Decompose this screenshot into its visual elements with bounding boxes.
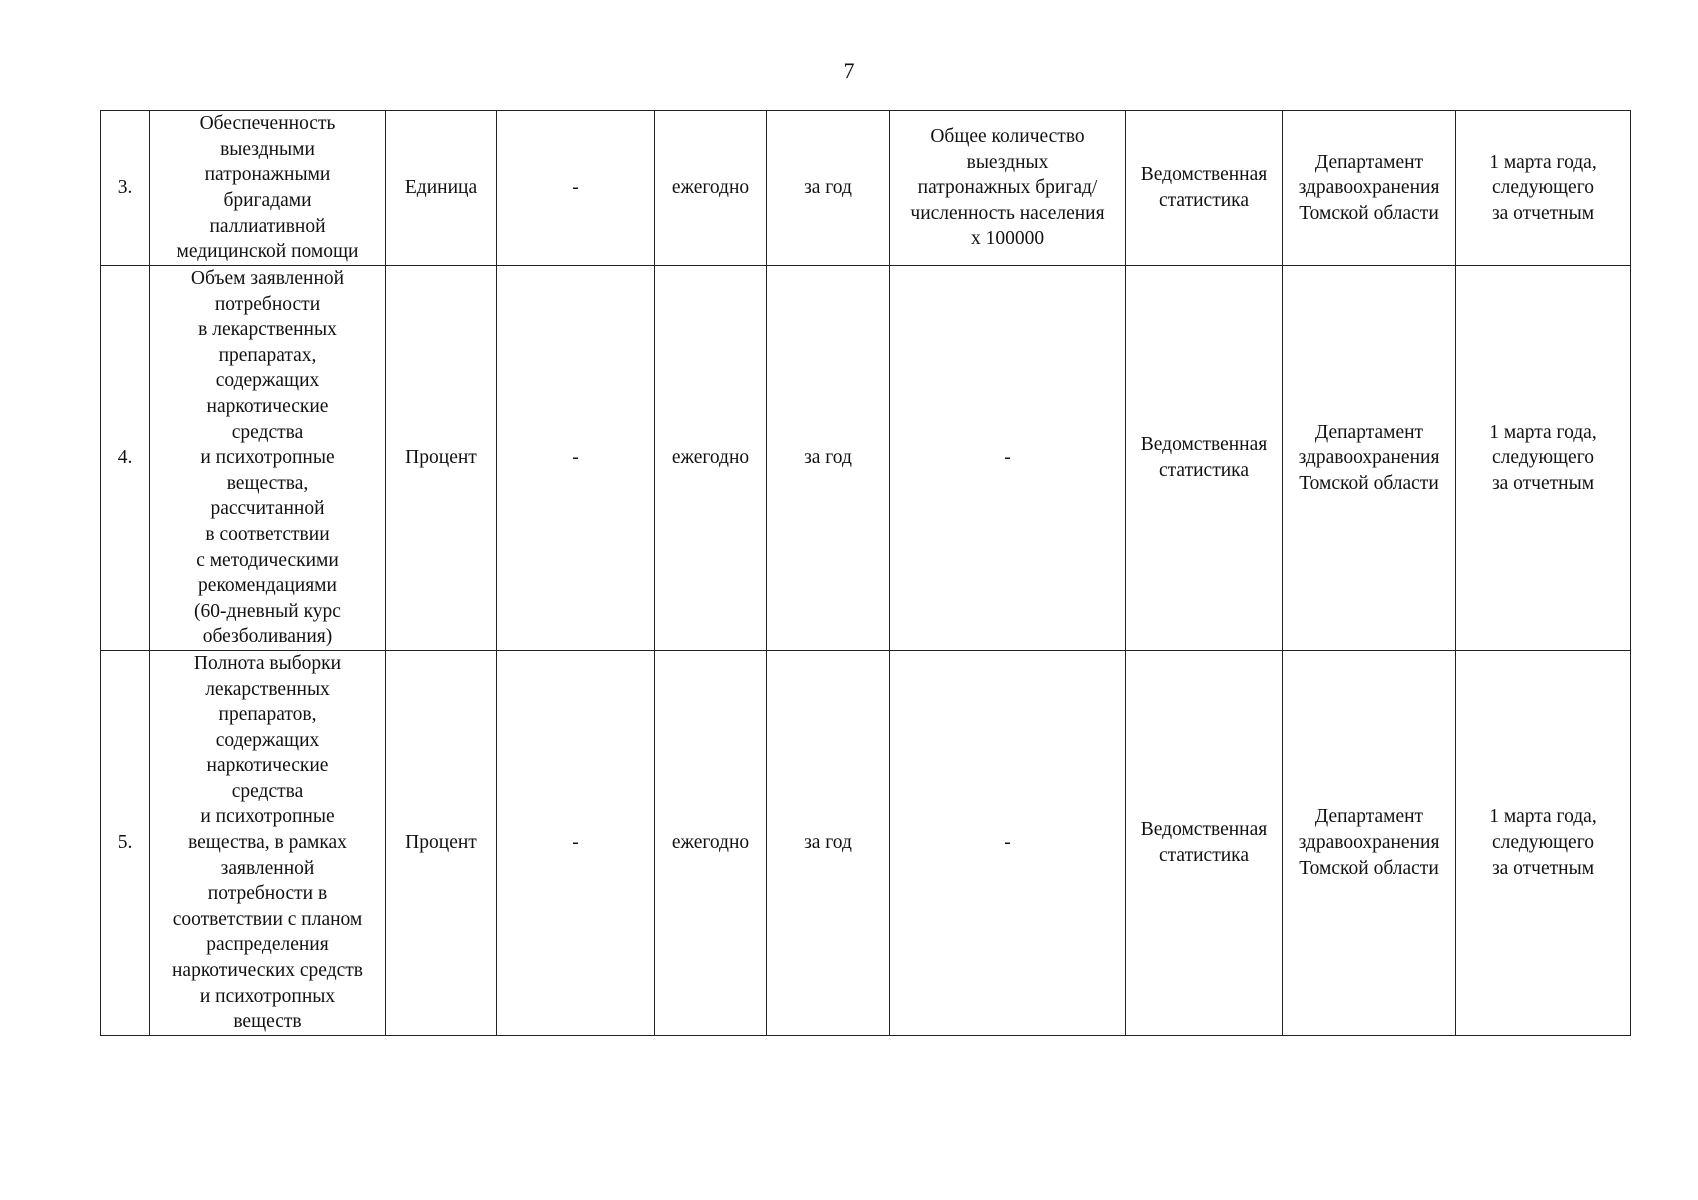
indicator-name-line: Обеспеченность xyxy=(199,113,336,135)
indicator-name-line: с методическими xyxy=(196,549,339,571)
row-number: 5. xyxy=(101,650,150,1035)
table-row xyxy=(101,111,1631,266)
indicator-name xyxy=(150,266,386,651)
indicator-name-line: наркотические xyxy=(206,395,329,417)
source-line: статистика xyxy=(1159,844,1249,866)
deadline-cell xyxy=(1456,650,1631,1035)
source-cell xyxy=(1126,266,1283,651)
page-number: 7 xyxy=(843,58,855,83)
indicator-name-line: вещества, в рамках xyxy=(188,832,347,854)
source-line: Ведомственная xyxy=(1140,434,1268,456)
indicator-name xyxy=(150,650,386,1035)
source-line: Ведомственная xyxy=(1140,164,1268,186)
frequency-cell: ежегодно xyxy=(655,266,767,651)
formula-line: численность населения xyxy=(910,202,1105,224)
indicator-name-line: Полнота выборки xyxy=(193,652,342,674)
deadline-line: 1 марта года, xyxy=(1489,151,1597,173)
responsible-line: Департамент xyxy=(1314,151,1424,173)
responsible-line: Томской области xyxy=(1299,857,1439,879)
indicator-name-line: потребности в xyxy=(207,883,328,905)
unit-cell: Процент xyxy=(386,650,497,1035)
indicator-name-line: в лекарственных xyxy=(198,319,337,341)
deadline-line: 1 марта года, xyxy=(1489,806,1597,828)
indicator-name-line: содержащих xyxy=(215,729,320,751)
responsible-line: здравоохранения xyxy=(1298,447,1440,469)
period-cell: за год xyxy=(767,111,890,266)
indicator-name-line: вещества, xyxy=(226,472,309,494)
responsible-line: здравоохранения xyxy=(1298,832,1440,854)
formula-line: выездных xyxy=(966,151,1049,173)
indicator-name-line: средства xyxy=(231,421,304,443)
indicator-name-line: препаратов, xyxy=(218,704,317,726)
formula-line: - xyxy=(1004,832,1011,854)
deadline-line: за отчетным xyxy=(1491,857,1595,879)
deadline-line: следующего xyxy=(1492,447,1594,469)
responsible-line: Томской области xyxy=(1299,202,1439,224)
indicator-name-line: веществ xyxy=(233,1011,302,1033)
indicator-name-line: в соответствии xyxy=(205,523,330,545)
indicator-name-line: потребности xyxy=(214,293,321,315)
table-row xyxy=(101,650,1631,1035)
period-cell: за год xyxy=(767,266,890,651)
formula-cell xyxy=(890,650,1126,1035)
indicator-name-line: Объем заявленной xyxy=(190,268,345,289)
formula-cell xyxy=(890,266,1126,651)
indicator-name-line: и психотропные xyxy=(200,806,335,828)
responsible-cell xyxy=(1283,650,1456,1035)
dash-cell: - xyxy=(497,111,655,266)
indicator-name-line: паллиативной xyxy=(209,215,326,237)
deadline-line: следующего xyxy=(1492,832,1594,854)
unit-cell: Процент xyxy=(386,266,497,651)
frequency-cell: ежегодно xyxy=(655,650,767,1035)
indicator-name-line: заявленной xyxy=(220,857,315,879)
period-cell: за год xyxy=(767,650,890,1035)
deadline-line: следующего xyxy=(1492,177,1594,199)
indicator-name-line: наркотических средств xyxy=(171,960,364,982)
source-line: Ведомственная xyxy=(1140,819,1268,841)
deadline-line: 1 марта года, xyxy=(1489,421,1597,443)
deadline-line: за отчетным xyxy=(1491,472,1595,494)
indicator-name-line: медицинской помощи xyxy=(176,241,359,263)
indicator-name-line: и психотропные xyxy=(200,447,335,469)
source-line: статистика xyxy=(1159,190,1249,211)
table-row xyxy=(101,266,1631,651)
indicator-name-line: обезболивания) xyxy=(202,626,333,648)
deadline-cell xyxy=(1456,266,1631,651)
responsible-line: здравоохранения xyxy=(1298,177,1440,199)
indicator-name-line: выездными xyxy=(220,138,315,160)
indicator-name-line: содержащих xyxy=(215,370,320,392)
indicator-name-line: рекомендациями xyxy=(198,575,337,597)
responsible-cell xyxy=(1283,111,1456,266)
deadline-line: за отчетным xyxy=(1491,202,1595,224)
source-line: статистика xyxy=(1159,459,1249,481)
formula-cell xyxy=(890,111,1126,266)
responsible-line: Департамент xyxy=(1314,806,1424,828)
row-number: 3. xyxy=(101,111,150,266)
indicator-name-line: патронажными xyxy=(204,164,331,186)
indicator-name-line: (60-дневный курс xyxy=(194,600,341,622)
indicator-name-line: средства xyxy=(231,780,304,802)
source-cell xyxy=(1126,650,1283,1035)
responsible-line: Томской области xyxy=(1299,472,1439,494)
responsible-cell xyxy=(1283,266,1456,651)
formula-line: х 100000 xyxy=(970,228,1045,250)
row-number: 4. xyxy=(101,266,150,651)
source-cell xyxy=(1126,111,1283,266)
unit-cell: Единица xyxy=(386,111,497,266)
dash-cell: - xyxy=(497,266,655,651)
deadline-cell xyxy=(1456,111,1631,266)
indicator-name xyxy=(150,111,386,266)
formula-line: патронажных бригад/ xyxy=(917,177,1098,199)
indicator-name-line: соответствии с планом xyxy=(172,908,363,930)
indicator-name-line: рассчитанной xyxy=(210,498,325,520)
indicator-name-line: препаратах, xyxy=(218,344,317,366)
responsible-line: Департамент xyxy=(1314,421,1424,443)
formula-line: Общее количество xyxy=(930,126,1085,148)
indicator-name-line: и психотропных xyxy=(199,985,336,1007)
frequency-cell: ежегодно xyxy=(655,111,767,266)
indicator-name-line: лекарственных xyxy=(205,678,330,700)
formula-line: - xyxy=(1004,447,1011,469)
indicators-table xyxy=(100,110,1631,1036)
indicator-name-line: распределения xyxy=(206,934,329,956)
indicator-name-line: бригадами xyxy=(223,190,312,211)
indicator-name-line: наркотические xyxy=(206,755,329,777)
dash-cell: - xyxy=(497,650,655,1035)
